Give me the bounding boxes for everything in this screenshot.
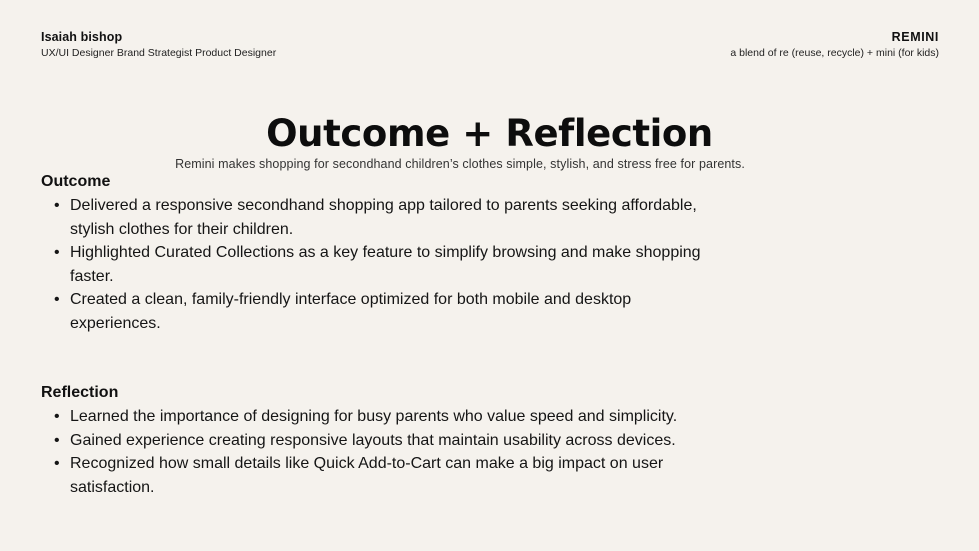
bullet-icon: •	[54, 197, 60, 214]
author-role: UX/UI Designer Brand Strategist Product Designer	[41, 47, 277, 59]
outcome-section	[41, 171, 701, 335]
page-title: Outcome + Reflection	[266, 112, 713, 155]
outcome-list	[41, 194, 701, 335]
outcome-heading: Outcome	[41, 173, 111, 190]
bullet-icon: •	[54, 291, 60, 308]
brand-tagline: a blend of re (reuse, recycle) + mini (for kids)	[730, 47, 939, 59]
outcome-item	[41, 194, 701, 241]
reflection-item-text: Gained experience creating responsive layouts that maintain usability across devices.	[70, 431, 676, 449]
reflection-section	[41, 382, 701, 499]
reflection-list	[41, 405, 701, 499]
reflection-item	[41, 452, 701, 499]
brand-block	[730, 29, 939, 60]
brand-name: REMINI	[891, 30, 939, 44]
outcome-item	[41, 241, 701, 288]
page-subtitle: Remini makes shopping for secondhand children’s clothes simple, stylish, and stress free for parents.	[175, 157, 745, 171]
reflection-item-text: Recognized how small details like Quick Add-to-Cart can make a big impact on user satisfaction.	[70, 455, 664, 496]
reflection-item	[41, 429, 701, 453]
outcome-item-text: Created a clean, family-friendly interface optimized for both mobile and desktop experiences.	[70, 291, 632, 332]
author-block	[41, 29, 276, 60]
reflection-item	[41, 405, 701, 429]
reflection-item-text: Learned the importance of designing for busy parents who value speed and simplicity.	[70, 408, 678, 425]
reflection-heading: Reflection	[41, 384, 119, 401]
outcome-item	[41, 288, 701, 335]
outcome-item-text: Delivered a responsive secondhand shopping app tailored to parents seeking affordable, stylish clothes for their children.	[70, 197, 697, 238]
bullet-icon: •	[54, 455, 60, 472]
author-name: Isaiah bishop	[41, 30, 123, 44]
bullet-icon: •	[54, 431, 60, 449]
outcome-item-text: Highlighted Curated Collections as a key feature to simplify browsing and make shopping faster.	[70, 244, 701, 285]
bullet-icon: •	[54, 408, 60, 425]
bullet-icon: •	[54, 244, 60, 261]
